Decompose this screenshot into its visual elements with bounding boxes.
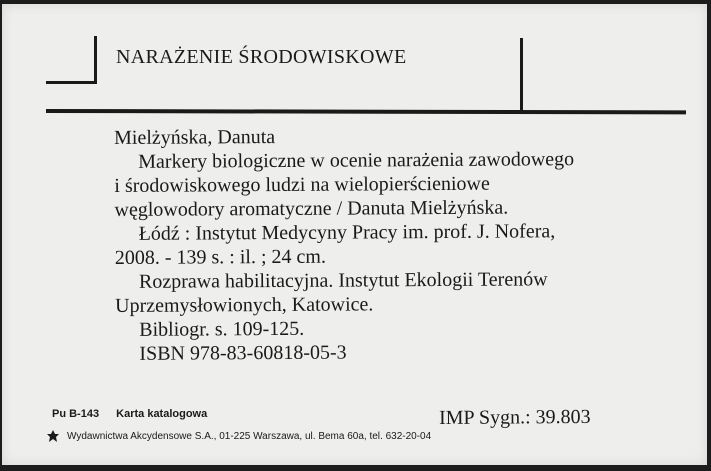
corner-rule-vertical xyxy=(94,36,97,84)
call-number: IMP Sygn.: 39.803 xyxy=(439,405,591,429)
form-code: Pu B-143 xyxy=(52,408,100,420)
corner-rule-horizontal xyxy=(46,81,97,84)
publisher-line xyxy=(46,429,431,443)
imprint-line: 2008. - 139 s. : il. ; 24 cm. xyxy=(114,245,326,269)
heading-rule-right xyxy=(520,38,523,113)
heading-underline-rule xyxy=(46,109,686,114)
author-line: Mielżyńska, Danuta xyxy=(114,126,276,149)
form-name: Karta katalogowa xyxy=(116,408,208,420)
note-line: Uprzemysłowionych, Katowice. xyxy=(115,293,374,317)
form-label xyxy=(52,408,207,420)
note-line: Rozprawa habilitacyjna. Instytut Ekologii Terenów xyxy=(138,268,548,293)
title-line: i środowiskowego ludzi na wielopierścieniowe xyxy=(114,172,490,197)
catalog-card xyxy=(2,4,707,465)
bibliographic-description xyxy=(114,122,695,366)
title-line: węglowodory aromatyczne / Danuta Mielżyńska. xyxy=(114,196,509,221)
imprint-line: Łódź : Instytut Medycyny Pracy im. prof. J. Nofera, xyxy=(138,220,556,245)
bibliography-line: Bibliogr. s. 109-125. xyxy=(139,317,305,341)
subject-heading: NARAŻENIE ŚRODOWISKOWE xyxy=(116,46,407,68)
title-line: Markery biologiczne w ocenie narażenia zawodowego xyxy=(138,148,575,173)
isbn-line: ISBN 978-83-60818-05-3 xyxy=(139,341,347,365)
publisher-logo-icon xyxy=(46,429,60,443)
publisher-text: Wydawnictwa Akcydensowe S.A., 01-225 Warszawa, ul. Bema 60a, tel. 632-20-04 xyxy=(67,430,432,442)
